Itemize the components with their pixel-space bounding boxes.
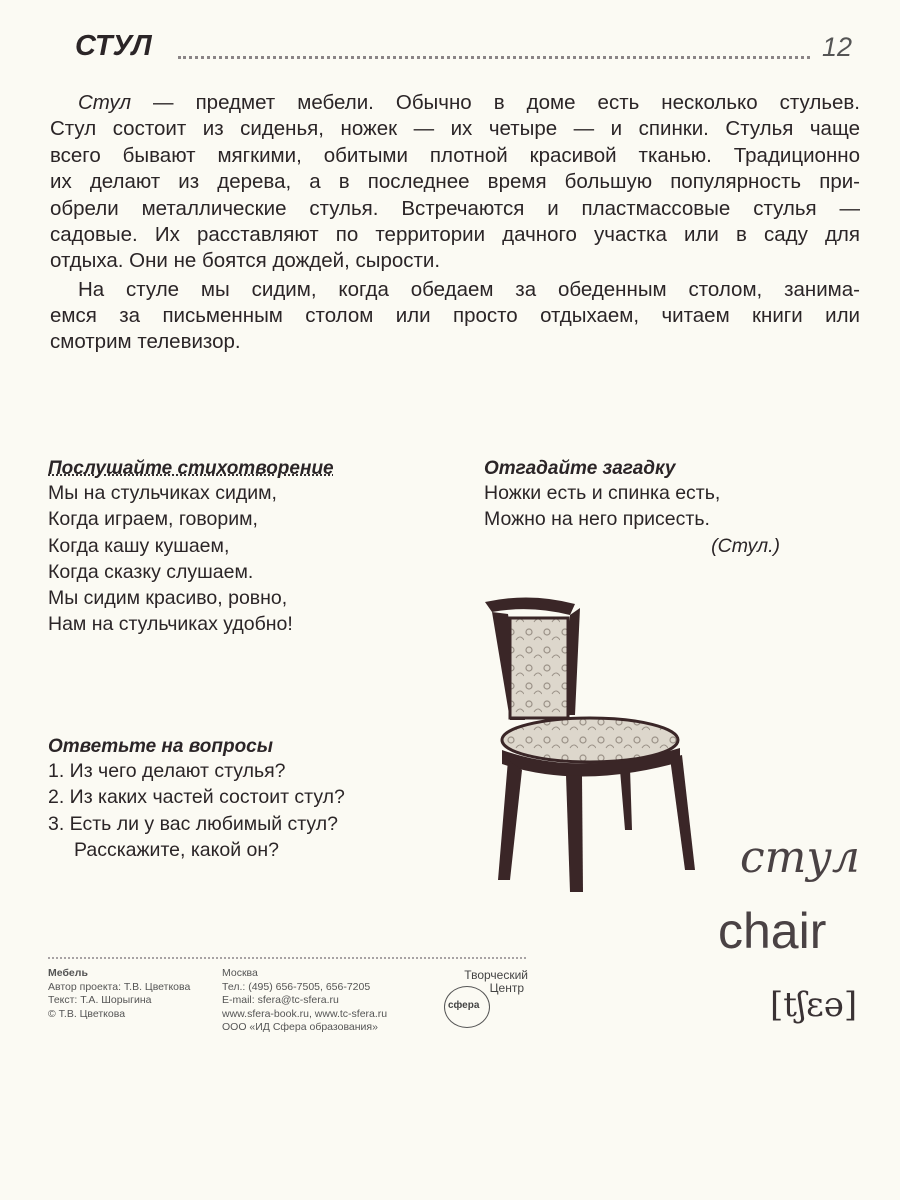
text-line-content: Стул — предмет мебели. Обычно в доме есть несколько стульев. — [78, 91, 860, 114]
title-leader-dots — [178, 56, 810, 59]
footer-line: Тел.: (495) 656-7505, 656-7205 — [222, 980, 371, 993]
poem-block — [48, 458, 334, 638]
question-item: 2. Из каких частей состоит стул? — [48, 786, 345, 809]
riddle-line: Ножки есть и спинка есть, — [484, 482, 721, 504]
footer-line: © Т.В. Цветкова — [48, 1007, 126, 1020]
footer-line: Москва — [222, 967, 258, 979]
text-line: смотрим телевизор. — [50, 330, 241, 353]
footer-series: Мебель — [48, 967, 88, 979]
cursive-word: стул — [740, 832, 860, 883]
poem-line: Мы на стульчиках сидим, — [48, 482, 277, 504]
page-title: СТУЛ — [75, 30, 152, 62]
english-word: chair — [718, 903, 827, 959]
publisher-logo — [440, 968, 530, 1028]
footer-credits — [48, 967, 190, 1021]
question-item: 3. Есть ли у вас любимый стул? — [48, 812, 338, 835]
footer-divider — [48, 957, 526, 959]
logo-text: сфера — [448, 1000, 480, 1011]
poem-line: Когда сказку слушаем. — [48, 560, 254, 583]
questions-block — [48, 736, 345, 863]
text-line: их делают из дерева, а в последнее время большую популярность при- — [50, 170, 860, 193]
poem-line: Нам на стульчиках удобно! — [48, 613, 293, 636]
question-item: 1. Из чего делают стулья? — [48, 760, 286, 782]
footer-line: Автор проекта: Т.В. Цветкова — [48, 980, 191, 993]
questions-heading: Ответьте на вопросы — [48, 736, 273, 757]
logo-text: Центр — [489, 981, 524, 995]
footer-line: ООО «ИД Сфера образования» — [222, 1021, 378, 1033]
poem-line: Когда играем, говорим, — [48, 508, 258, 531]
text-line: отдыха. Они не боятся дождей, сырости. — [50, 249, 441, 272]
text-line: обрели металлические стулья. Встречаются и пластмассовые стулья — — [50, 197, 860, 220]
footer-line: E-mail: sfera@tc-sfera.ru — [222, 994, 339, 1006]
transcription: [tʃɛə] — [770, 985, 858, 1025]
text-line: всего бывают мягкими, обитыми плотной красивой тканью. Традиционно — [50, 144, 860, 167]
text-line: На стуле мы сидим, когда обедаем за обеденным столом, занима- — [78, 278, 860, 301]
text-line: Стул состоит из сиденья, ножек — их четыре — и спинки. Стулья чаще — [50, 117, 860, 140]
footer-contacts — [222, 967, 387, 1035]
page-number: 12 — [822, 32, 853, 62]
text-line: емся за письменным столом или просто отдыхаем, читаем книги или — [50, 304, 860, 327]
poem-line: Мы сидим красиво, ровно, — [48, 587, 288, 610]
riddle-line: Можно на него присесть. — [484, 508, 710, 531]
text-line: садовые. Их расставляют по территории дачного участка или в саду для — [50, 223, 860, 246]
riddle-block — [484, 458, 780, 559]
question-item: Расскажите, какой он? — [74, 838, 280, 861]
poem-heading: Послушайте стихотворение — [48, 458, 334, 479]
poem-line: Когда кашу кушаем, — [48, 534, 230, 557]
chair-illustration — [470, 590, 710, 900]
footer-line: www.sfera-book.ru, www.tc-sfera.ru — [222, 1007, 388, 1020]
riddle-heading: Отгадайте загадку — [484, 458, 676, 479]
logo-text: Творческий — [464, 968, 528, 982]
riddle-answer: (Стул.) — [711, 534, 780, 557]
footer-line: Текст: Т.А. Шорыгина — [48, 994, 152, 1006]
text-line — [78, 91, 860, 115]
